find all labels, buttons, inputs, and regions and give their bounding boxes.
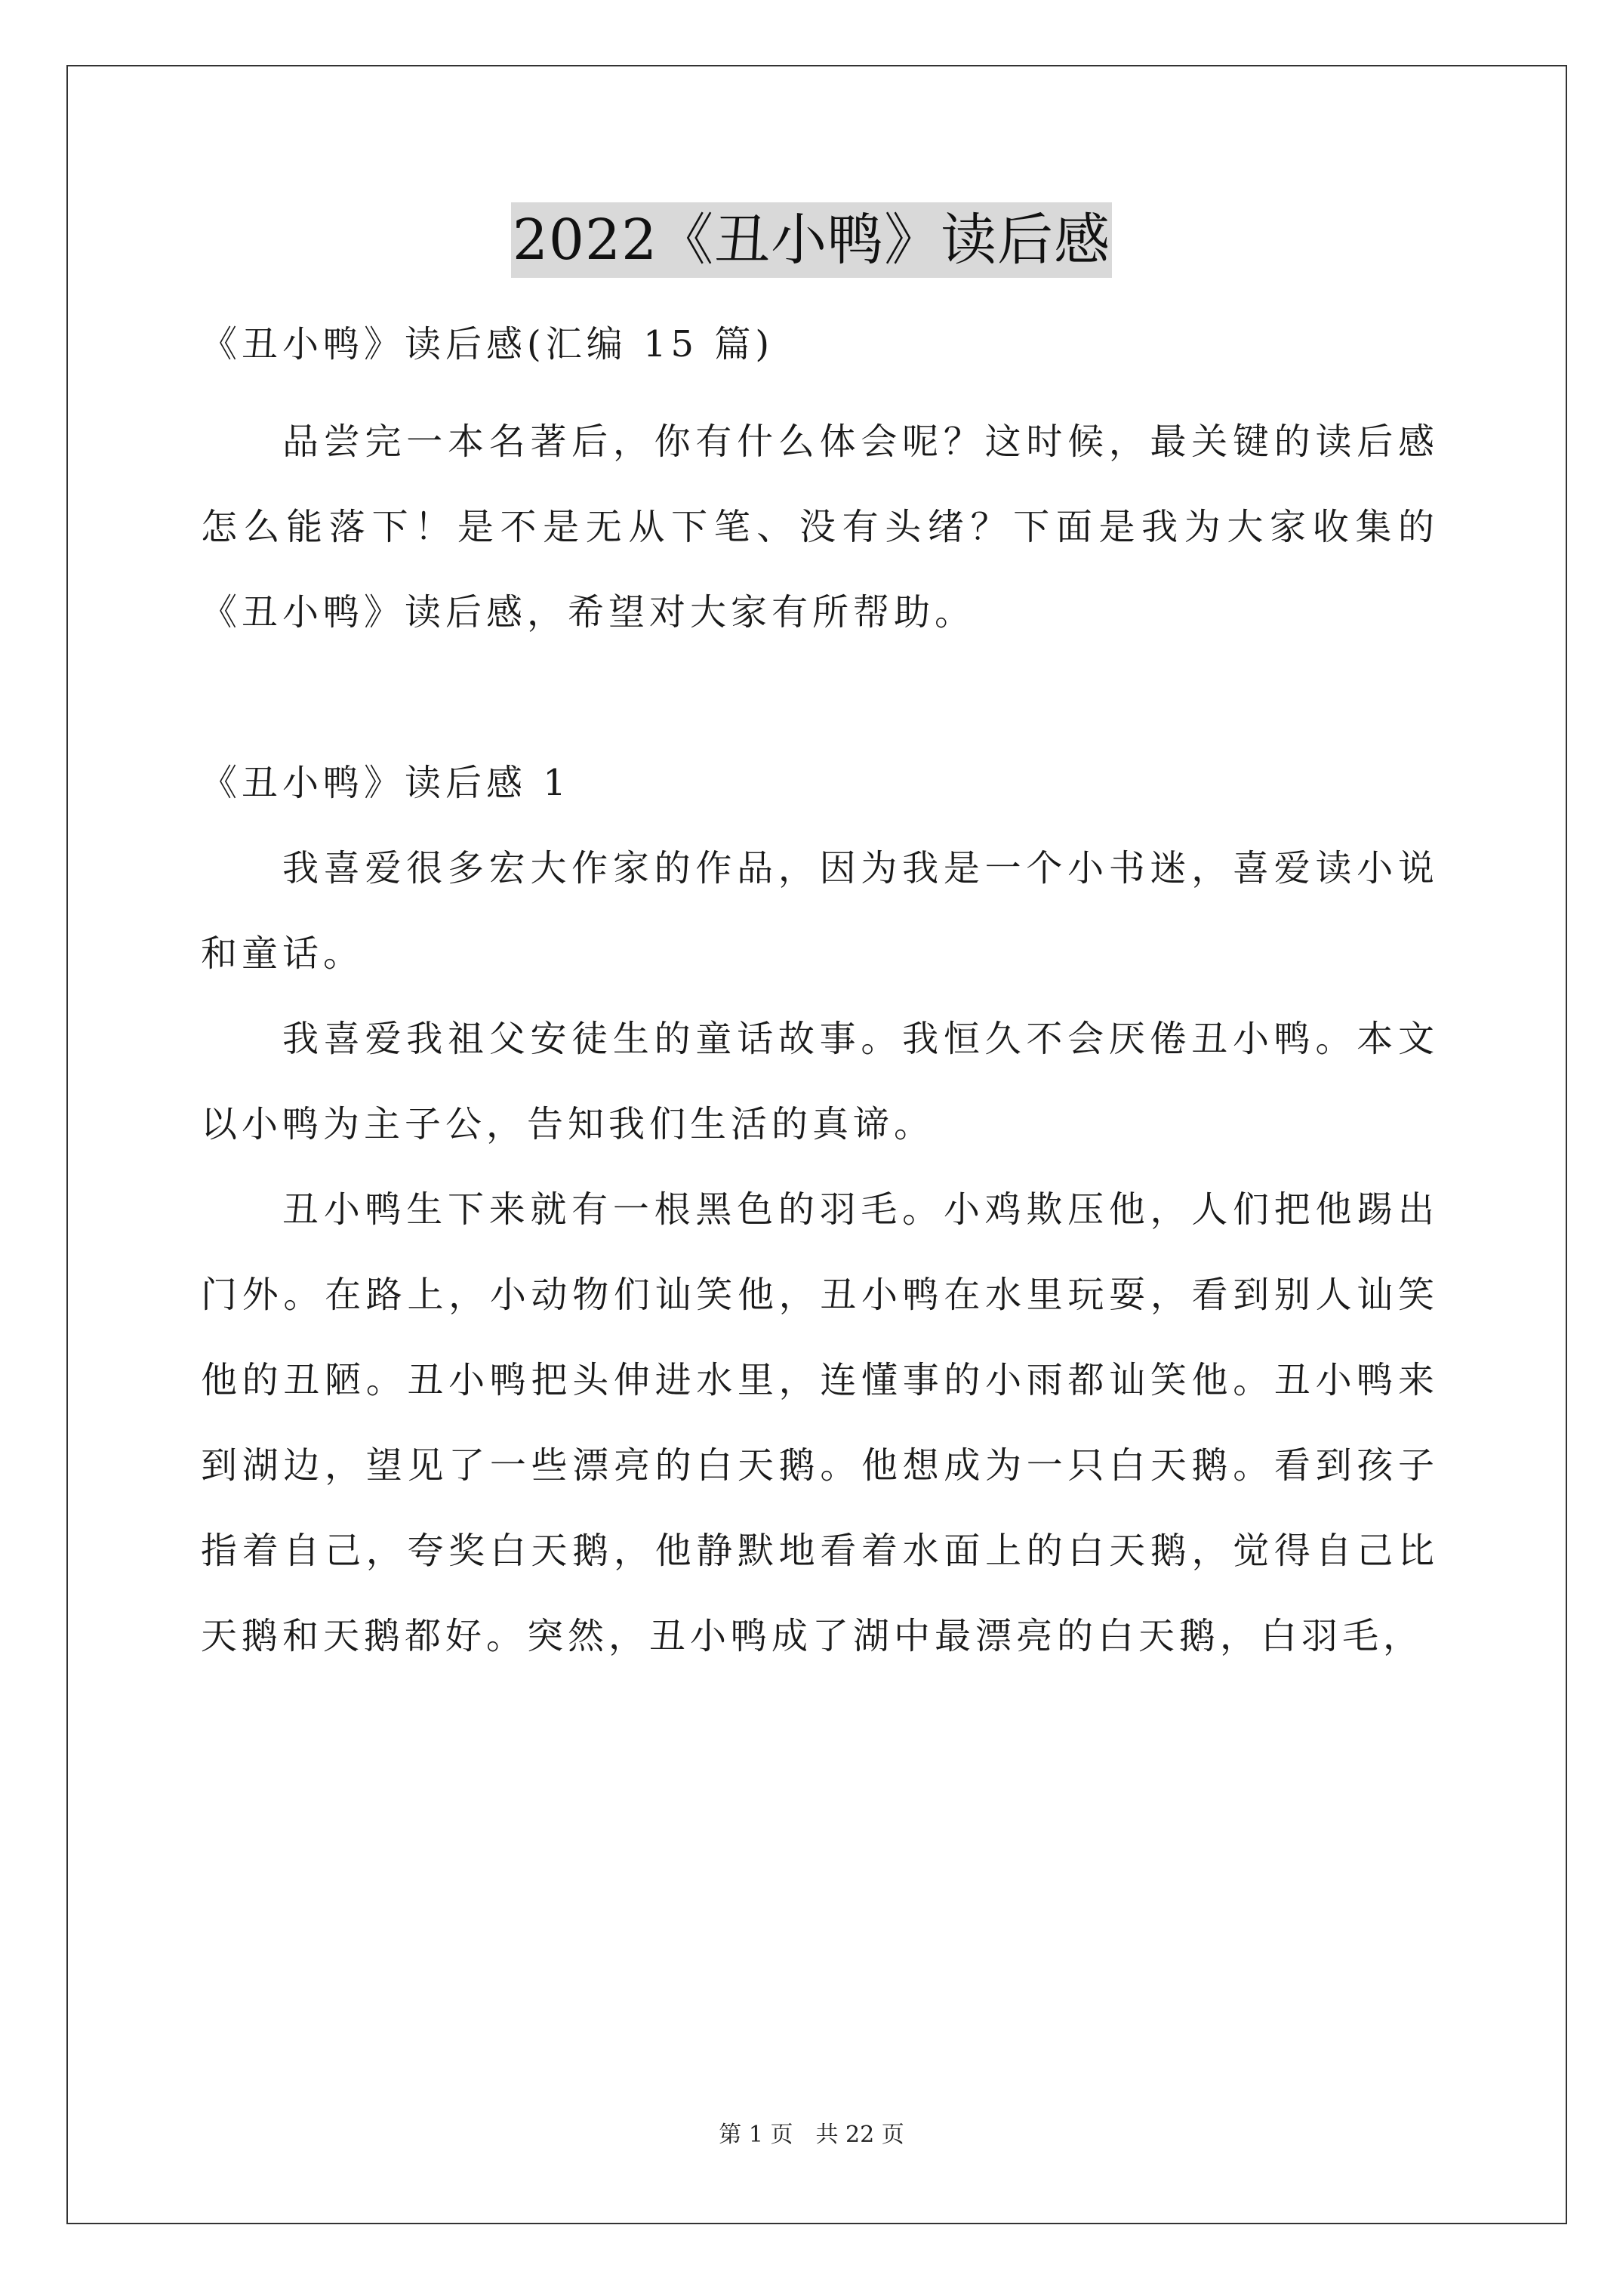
body-paragraph: 我喜爱我祖父安徒生的童话故事。我恒久不会厌倦丑小鸭。本文以小鸭为主子公，告知我们生活的真谛。 [201, 1018, 1439, 1145]
title-wrap [0, 202, 1623, 278]
document-body [201, 302, 1439, 1679]
body-paragraph: 我喜爱很多宏大作家的作品，因为我是一个小书迷，喜爱读小说和童话。 [201, 847, 1439, 975]
page-number-total: 共 22 页 [815, 2122, 904, 2148]
body-paragraph: 丑小鸭生下来就有一根黑色的羽毛。小鸡欺压他，人们把他踢出门外。在路上，小动物们讪笑他，丑小鸭在水里玩耍，看到别人讪笑他的丑陋。丑小鸭把头伸进水里，连懂事的小雨都讪笑他。丑小鸭来到湖边，望见了一些漂亮的白天鹅。他想成为一只白天鹅。看到孩子指着自己，夸奖白天鹅，他静默地看着水面上的白天鹅，觉得自己比天鹅和天鹅都好。突然，丑小鸭成了湖中最漂亮的白天鹅，白羽毛， [201, 1188, 1439, 1657]
section-heading: 《丑小鸭》读后感 1 [201, 762, 571, 804]
page-footer [0, 2120, 1623, 2150]
document-title: 2022《丑小鸭》读后感 [511, 202, 1112, 278]
document-subtitle: 《丑小鸭》读后感(汇编 15 篇) [201, 323, 775, 365]
intro-paragraph: 品尝完一本名著后，你有什么体会呢？这时候，最关键的读后感怎么能落下！是不是无从下笔、没有头绪？下面是我为大家收集的《丑小鸭》读后感，希望对大家有所帮助。 [201, 421, 1439, 633]
page-number-current: 第 1 页 [719, 2122, 793, 2148]
